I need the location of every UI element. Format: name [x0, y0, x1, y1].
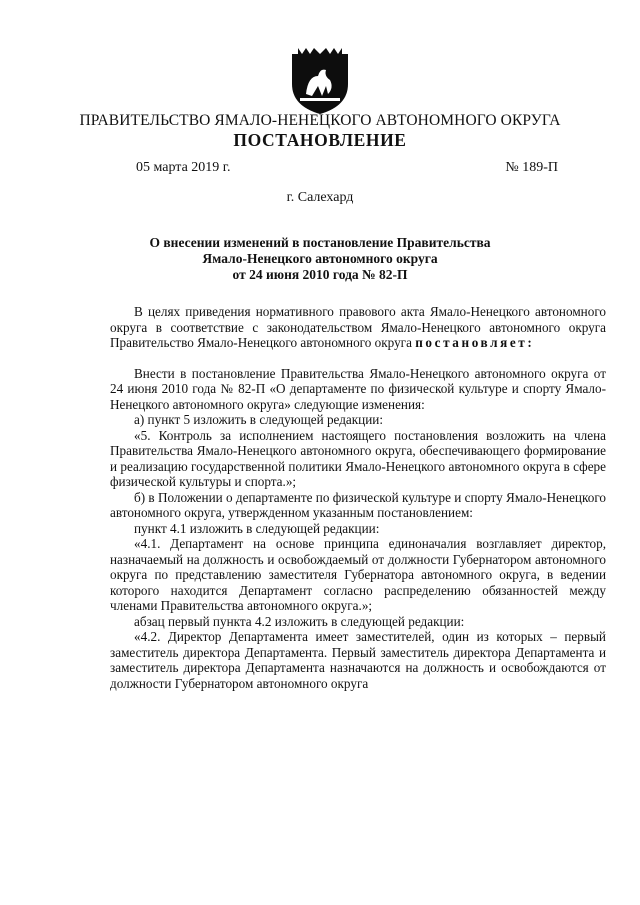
document-type: ПОСТАНОВЛЕНИЕ — [233, 130, 407, 150]
body-paragraph: «4.1. Департамент на основе принципа единоначалия возглавляет директор, назначаемый на должность и освобождаемый от должности Губернатором автономного округа по представлению заместителя Губернатора автономного округа, в ведении которого находится Департамент согласно распределению обязанностей между членами Правительства автономного округа.»; — [110, 536, 606, 613]
body-paragraph: «4.2. Директор Департамента имеет заместителей, один из которых – первый заместитель директора Департамента. Первый заместитель директора Департамента и заместитель директора Департамента назначаются на должность и освобождаются от должности Губернатором автономного округа — [110, 629, 606, 691]
document-title — [0, 235, 640, 283]
resolves-word: постановляет: — [415, 335, 535, 350]
body-paragraph: абзац первый пункта 4.2 изложить в следующей редакции: — [134, 613, 465, 629]
preamble-text: В целях приведения нормативного правового акта Ямало-Ненецкого автономного округа в соответствие с законодательством Ямало-Ненецкого автономного округа Правительство Ямало-Ненецкого автономного округа — [110, 304, 606, 350]
document-body — [110, 304, 606, 691]
body-paragraph: пункт 4.1 изложить в следующей редакции: — [134, 520, 380, 536]
preamble-paragraph — [110, 304, 606, 351]
body-paragraph: а) пункт 5 изложить в следующей редакции: — [134, 412, 384, 427]
body-paragraph: Внести в постановление Правительства Ямало-Ненецкого автономного округа от 24 июня 2010 года № 82-П «О департаменте по физической культуре и спорту Ямало-Ненецкого автономного округа» следующие изменения: — [110, 365, 606, 412]
body-paragraph: б) в Положении о департаменте по физической культуре и спорту Ямало-Ненецкого автономного округа, утвержденном указанным постановлением: — [110, 489, 606, 520]
coat-of-arms-emblem — [288, 46, 352, 116]
government-name: ПРАВИТЕЛЬСТВО ЯМАЛО-НЕНЕЦКОГО АВТОНОМНОГО ОКРУГА — [79, 112, 561, 129]
document-number: № 189-П — [505, 160, 558, 175]
title-line: от 24 июня 2010 года № 82-П — [232, 267, 408, 282]
title-line: О внесении изменений в постановление Правительства — [149, 235, 491, 250]
body-paragraph: «5. Контроль за исполнением настоящего постановления возложить на члена Правительства Ямало-Ненецкого автономного округа, обеспечивающего формирование и реализацию государственной политики Ямало-Ненецкого автономного округа в сфере физической культуры и спорта.»; — [110, 427, 606, 489]
document-city: г. Салехард — [286, 190, 354, 205]
document-date: 05 марта 2019 г. — [136, 160, 231, 175]
title-line: Ямало-Ненецкого автономного округа — [202, 251, 438, 266]
